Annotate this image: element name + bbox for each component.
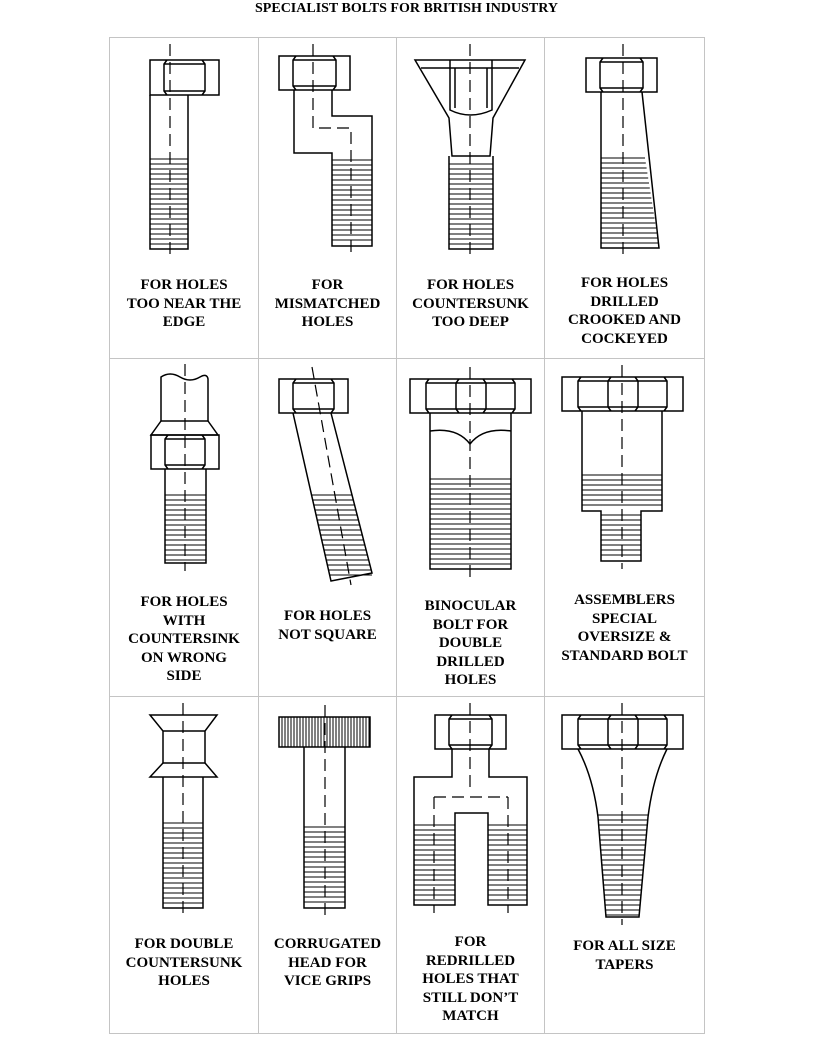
bolt-cell-oversize-standard: [544, 358, 705, 697]
bolt-caption: FOR HOLES COUNTERSUNK TOO DEEP: [412, 277, 529, 330]
bolt-cell-not-square: [258, 358, 397, 697]
bolt-cell-mismatched: [258, 37, 397, 359]
bolt-caption: FOR REDRILLED HOLES THAT STILL DON’T MATCH: [422, 934, 519, 1024]
bolt-caption: FOR HOLES NOT SQUARE: [278, 608, 377, 643]
bolt-caption: FOR HOLES DRILLED CROOKED AND COCKEYED: [568, 275, 681, 347]
bolt-cell-countersink-wrong-side: [109, 358, 259, 697]
bolt-cell-too-near-edge: [109, 37, 259, 359]
bolt-caption: CORRUGATED HEAD FOR VICE GRIPS: [273, 936, 382, 989]
bolt-caption: FOR DOUBLE COUNTERSUNK HOLES: [125, 936, 243, 989]
bolt-cell-crooked: [544, 37, 705, 359]
bolt-caption: FOR MISMATCHED HOLES: [274, 277, 381, 330]
bolt-cell-corrugated-head: [258, 696, 397, 1034]
bolt-cell-double-countersunk: [109, 696, 259, 1034]
bolt-caption: FOR HOLES TOO NEAR THE EDGE: [126, 277, 242, 330]
bolt-grid: [109, 37, 704, 1033]
bolt-cell-all-size-tapers: [544, 696, 705, 1034]
bolt-cell-countersunk-deep: [396, 37, 545, 359]
bolt-caption: FOR ALL SIZE TAPERS: [573, 938, 676, 973]
page-title: SPECIALIST BOLTS FOR BRITISH INDUSTRY: [255, 1, 558, 16]
bolt-cell-binocular: [396, 358, 545, 697]
bolt-cell-redrilled: [396, 696, 545, 1034]
bolt-caption: BINOCULAR BOLT FOR DOUBLE DRILLED HOLES: [424, 598, 517, 688]
bolt-caption: ASSEMBLERS SPECIAL OVERSIZE & STANDARD BOLT: [561, 592, 688, 664]
bolt-not-square-icon: [259, 359, 397, 697]
bolt-caption: FOR HOLES WITH COUNTERSINK ON WRONG SIDE: [128, 594, 240, 684]
bolt-all-size-tapers-icon: [545, 697, 705, 1034]
